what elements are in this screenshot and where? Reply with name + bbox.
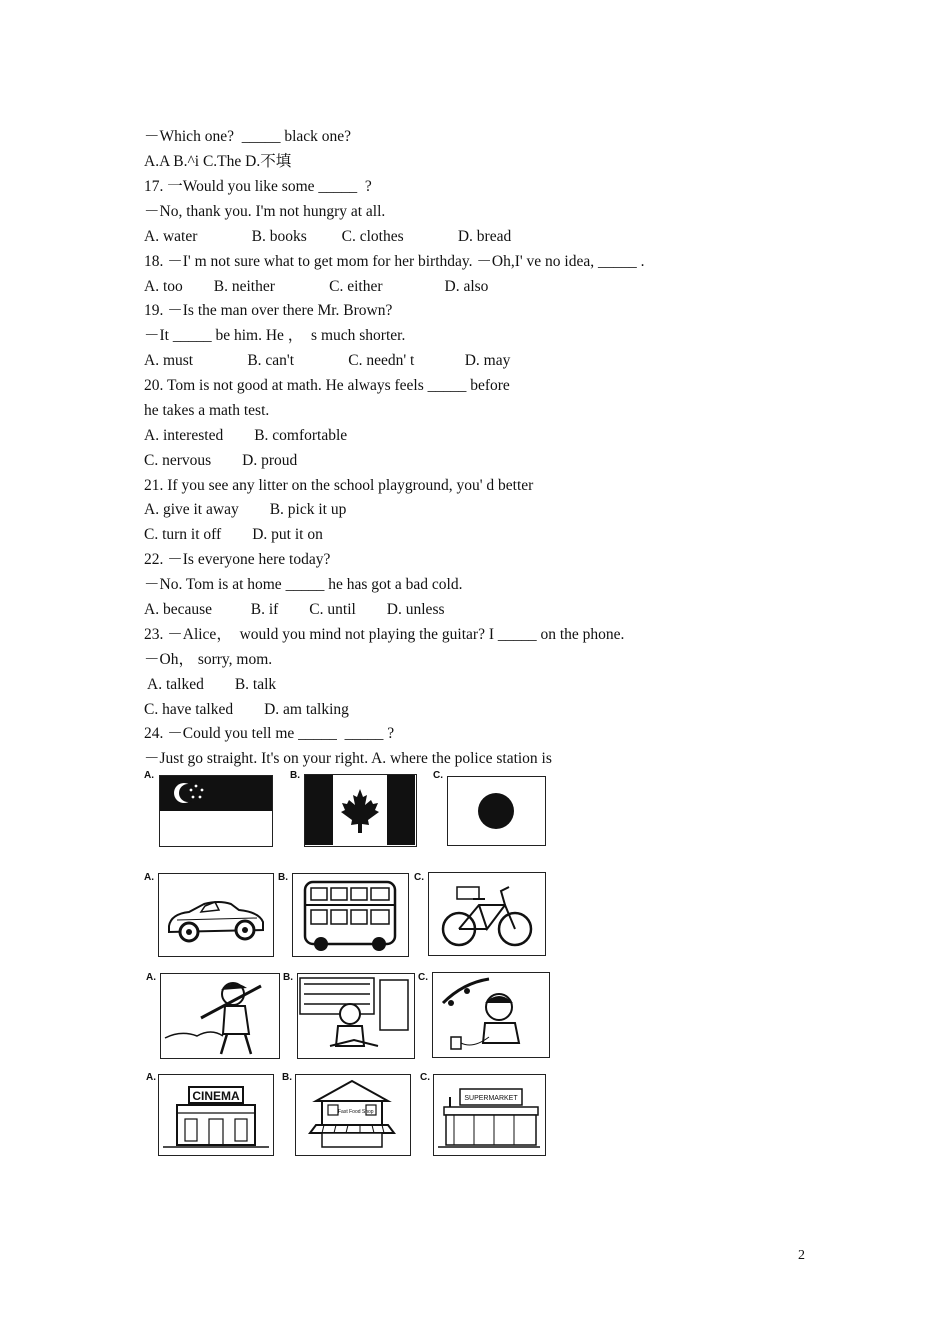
- bicycle-image: [428, 872, 546, 956]
- singapore-flag-image: [159, 775, 273, 847]
- text-line: 23. －Alice， would you mind not playing the guitar? I _____ on the phone.: [144, 626, 625, 643]
- cinema-image: [158, 1074, 274, 1156]
- text-line: －No, thank you. I'm not hungry at all.: [144, 203, 386, 220]
- flags-figure-row: [144, 770, 564, 850]
- option-label: A.: [146, 1072, 156, 1083]
- option-label: B.: [282, 1072, 292, 1083]
- option-label: C.: [418, 972, 428, 983]
- car-image: [158, 873, 274, 957]
- text-line: 17. 一Would you like some _____ ?: [144, 178, 372, 195]
- text-line: 24. －Could you tell me _____ _____ ?: [144, 725, 395, 742]
- vehicles-figure-row: [144, 870, 564, 960]
- text-line: －Just go straight. It's on your right. A. where the police station is: [144, 750, 552, 767]
- activities-figure-row: [144, 970, 564, 1062]
- supermarket-sign-text: SUPERMARKET: [464, 1095, 518, 1102]
- music-listening-girl-image: [432, 972, 550, 1058]
- text-line: 20. Tom is not good at math. He always feels _____ before: [144, 377, 510, 394]
- text-line: A. give it away B. pick it up: [144, 501, 347, 518]
- option-label: A.: [146, 972, 156, 983]
- supermarket-image: [433, 1074, 546, 1156]
- fastfood-sign-text: Fast Food Shop: [338, 1109, 374, 1115]
- text-line: －It _____ be him. He ， s much shorter.: [144, 327, 406, 344]
- option-label: C.: [420, 1072, 430, 1083]
- text-line: he takes a math test.: [144, 402, 270, 419]
- option-label: B.: [278, 872, 288, 883]
- text-line: A. too B. neither C. either D. also: [144, 278, 489, 295]
- baseball-player-image: [160, 973, 280, 1059]
- japan-flag-image: [447, 776, 546, 846]
- option-label: A.: [144, 872, 154, 883]
- option-label: A.: [144, 770, 154, 781]
- buildings-figure-row: [144, 1070, 564, 1162]
- reading-girl-image: [297, 973, 415, 1059]
- page-number: 2: [798, 1248, 805, 1263]
- text-line: A.A B.^i C.The D.不填: [144, 153, 292, 170]
- option-label: C.: [433, 770, 443, 781]
- option-label: B.: [290, 770, 300, 781]
- text-line: －Which one? _____ black one?: [144, 128, 352, 145]
- text-line: A. must B. can't C. needn' t D. may: [144, 352, 511, 369]
- text-line: 22. －Is everyone here today?: [144, 551, 331, 568]
- text-line: －Oh， sorry, mom.: [144, 651, 273, 668]
- fast-food-shop-image: [295, 1074, 411, 1156]
- cinema-sign-text: CINEMA: [192, 1089, 240, 1103]
- double-decker-bus-image: [292, 873, 409, 957]
- text-line: 21. If you see any litter on the school playground, you' d better: [144, 477, 534, 494]
- text-line: A. interested B. comfortable: [144, 427, 348, 444]
- text-line: 19. －Is the man over there Mr. Brown?: [144, 302, 393, 319]
- text-line: 18. －I' m not sure what to get mom for her birthday. －Oh,I' ve no idea, _____ .: [144, 253, 645, 270]
- text-line: A. talked B. talk: [144, 676, 277, 693]
- text-line: A. water B. books C. clothes D. bread: [144, 228, 512, 245]
- text-line: A. because B. if C. until D. unless: [144, 601, 445, 618]
- text-line: C. turn it off D. put it on: [144, 526, 323, 543]
- text-line: C. nervous D. proud: [144, 452, 298, 469]
- text-line: C. have talked D. am talking: [144, 701, 349, 718]
- option-label: B.: [283, 972, 293, 983]
- option-label: C.: [414, 872, 424, 883]
- canada-flag-image: [304, 774, 417, 847]
- text-line: －No. Tom is at home _____ he has got a bad cold.: [144, 576, 463, 593]
